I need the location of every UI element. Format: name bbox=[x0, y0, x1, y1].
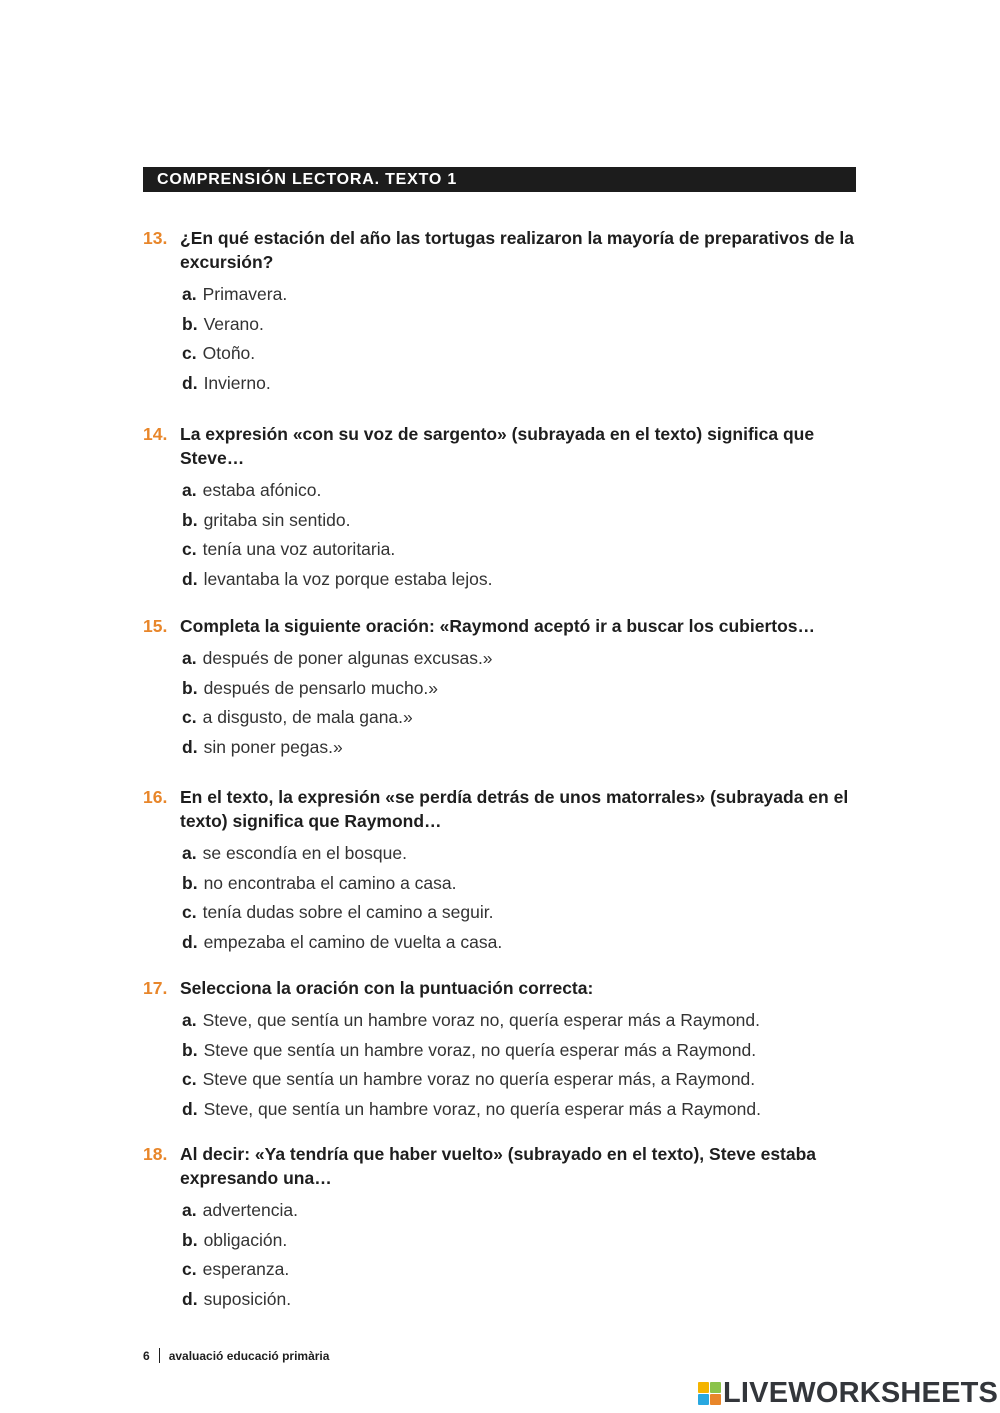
option-letter: c. bbox=[182, 539, 197, 559]
question-text: ¿En qué estación del año las tortugas realizaron la mayoría de preparativos de la excursión? bbox=[180, 228, 854, 272]
option-text: tenía una voz autoritaria. bbox=[202, 539, 396, 559]
option-letter: d. bbox=[182, 1288, 198, 1309]
answer-option[interactable] bbox=[182, 733, 857, 763]
question-text: En el texto, la expresión «se perdía detrás de unos matorrales» (subrayada en el texto) significa que Raymond… bbox=[180, 787, 849, 831]
question-header bbox=[143, 1142, 857, 1190]
question-14 bbox=[143, 422, 857, 594]
option-letter: c. bbox=[182, 707, 197, 727]
watermark-text: LIVEWORKSHEETS bbox=[723, 1377, 999, 1409]
option-letter: c. bbox=[182, 1259, 197, 1279]
option-text: empezaba el camino de vuelta a casa. bbox=[203, 931, 503, 952]
answer-option[interactable] bbox=[182, 644, 857, 674]
question-number: 13. bbox=[143, 228, 168, 248]
question-header bbox=[143, 226, 857, 274]
option-letter: b. bbox=[182, 1039, 198, 1060]
question-number: 14. bbox=[143, 424, 168, 444]
liveworksheets-watermark bbox=[698, 1378, 998, 1408]
option-text: se escondía en el bosque. bbox=[202, 843, 407, 863]
answer-option[interactable] bbox=[182, 703, 857, 733]
answer-option[interactable] bbox=[182, 1285, 857, 1315]
option-letter: a. bbox=[182, 1200, 197, 1220]
option-text: Primavera. bbox=[202, 284, 288, 304]
option-letter: d. bbox=[182, 372, 198, 393]
page-footer bbox=[143, 1348, 329, 1363]
question-17 bbox=[143, 976, 857, 1124]
option-letter: a. bbox=[182, 648, 197, 668]
logo-square bbox=[698, 1394, 709, 1405]
option-letter: b. bbox=[182, 872, 198, 893]
option-text: Verano. bbox=[203, 313, 264, 334]
question-18 bbox=[143, 1142, 857, 1314]
answer-option[interactable] bbox=[182, 1255, 857, 1285]
section-title: COMPRENSIÓN LECTORA. TEXTO 1 bbox=[157, 171, 458, 188]
option-letter: d. bbox=[182, 568, 198, 589]
answer-options bbox=[143, 476, 857, 594]
footer-text: avaluació educació primària bbox=[168, 1348, 330, 1363]
question-text: Selecciona la oración con la puntuación correcta: bbox=[180, 978, 594, 998]
question-number: 18. bbox=[143, 1144, 168, 1164]
option-letter: d. bbox=[182, 931, 198, 952]
logo-square bbox=[698, 1382, 709, 1393]
answer-option[interactable] bbox=[182, 565, 857, 595]
option-letter: c. bbox=[182, 902, 197, 922]
answer-options bbox=[143, 280, 857, 398]
question-header bbox=[143, 785, 857, 833]
answer-option[interactable] bbox=[182, 898, 857, 928]
page-number: 6 bbox=[143, 1348, 150, 1363]
answer-option[interactable] bbox=[182, 674, 857, 704]
option-text: Steve, que sentía un hambre voraz, no quería esperar más a Raymond. bbox=[203, 1098, 761, 1119]
option-text: Invierno. bbox=[203, 372, 271, 393]
question-text: Completa la siguiente oración: «Raymond aceptó ir a buscar los cubiertos… bbox=[180, 616, 816, 636]
option-letter: c. bbox=[182, 343, 197, 363]
question-number: 17. bbox=[143, 978, 168, 998]
option-letter: d. bbox=[182, 736, 198, 757]
question-header bbox=[143, 422, 857, 470]
option-letter: a. bbox=[182, 1010, 197, 1030]
option-text: después de pensarlo mucho.» bbox=[203, 677, 439, 698]
answer-option[interactable] bbox=[182, 1196, 857, 1226]
option-text: suposición. bbox=[203, 1288, 292, 1309]
liveworksheets-logo-icon bbox=[698, 1382, 721, 1405]
option-letter: a. bbox=[182, 843, 197, 863]
option-letter: a. bbox=[182, 480, 197, 500]
answer-option[interactable] bbox=[182, 506, 857, 536]
option-text: esperanza. bbox=[202, 1259, 290, 1279]
answer-options bbox=[143, 1006, 857, 1124]
answer-option[interactable] bbox=[182, 1006, 857, 1036]
question-text: Al decir: «Ya tendría que haber vuelto» (subrayado en el texto), Steve estaba expresando una… bbox=[180, 1144, 817, 1188]
logo-square bbox=[710, 1382, 721, 1393]
question-header bbox=[143, 976, 857, 1000]
option-letter: b. bbox=[182, 677, 198, 698]
option-text: Steve que sentía un hambre voraz, no quería esperar más a Raymond. bbox=[203, 1039, 757, 1060]
option-text: a disgusto, de mala gana.» bbox=[202, 707, 413, 727]
answer-option[interactable] bbox=[182, 369, 857, 399]
answer-options bbox=[143, 644, 857, 762]
logo-square bbox=[710, 1394, 721, 1405]
answer-option[interactable] bbox=[182, 339, 857, 369]
option-text: gritaba sin sentido. bbox=[203, 509, 351, 530]
section-header bbox=[143, 167, 856, 192]
answer-option[interactable] bbox=[182, 280, 857, 310]
answer-option[interactable] bbox=[182, 928, 857, 958]
option-letter: c. bbox=[182, 1069, 197, 1089]
option-text: después de poner algunas excusas.» bbox=[202, 648, 493, 668]
answer-option[interactable] bbox=[182, 839, 857, 869]
footer-divider bbox=[159, 1348, 160, 1363]
option-text: Otoño. bbox=[202, 343, 256, 363]
option-text: advertencia. bbox=[202, 1200, 298, 1220]
answer-options bbox=[143, 1196, 857, 1314]
answer-options bbox=[143, 839, 857, 957]
option-text: sin poner pegas.» bbox=[203, 736, 343, 757]
answer-option[interactable] bbox=[182, 1065, 857, 1095]
answer-option[interactable] bbox=[182, 1095, 857, 1125]
answer-option[interactable] bbox=[182, 869, 857, 899]
answer-option[interactable] bbox=[182, 310, 857, 340]
answer-option[interactable] bbox=[182, 476, 857, 506]
option-text: obligación. bbox=[203, 1229, 288, 1250]
option-letter: d. bbox=[182, 1098, 198, 1119]
option-letter: b. bbox=[182, 313, 198, 334]
answer-option[interactable] bbox=[182, 1226, 857, 1256]
option-letter: b. bbox=[182, 1229, 198, 1250]
question-text: La expresión «con su voz de sargento» (subrayada en el texto) significa que Steve… bbox=[180, 424, 815, 468]
question-header bbox=[143, 614, 857, 638]
option-text: no encontraba el camino a casa. bbox=[203, 872, 457, 893]
option-text: Steve que sentía un hambre voraz no quería esperar más, a Raymond. bbox=[202, 1069, 756, 1089]
question-number: 16. bbox=[143, 787, 168, 807]
question-15 bbox=[143, 614, 857, 762]
answer-option[interactable] bbox=[182, 535, 857, 565]
question-13 bbox=[143, 226, 857, 398]
answer-option[interactable] bbox=[182, 1036, 857, 1066]
option-text: estaba afónico. bbox=[202, 480, 322, 500]
option-letter: a. bbox=[182, 284, 197, 304]
option-text: tenía dudas sobre el camino a seguir. bbox=[202, 902, 494, 922]
question-16 bbox=[143, 785, 857, 957]
option-text: levantaba la voz porque estaba lejos. bbox=[203, 568, 493, 589]
option-letter: b. bbox=[182, 509, 198, 530]
option-text: Steve, que sentía un hambre voraz no, quería esperar más a Raymond. bbox=[202, 1010, 761, 1030]
question-number: 15. bbox=[143, 616, 168, 636]
